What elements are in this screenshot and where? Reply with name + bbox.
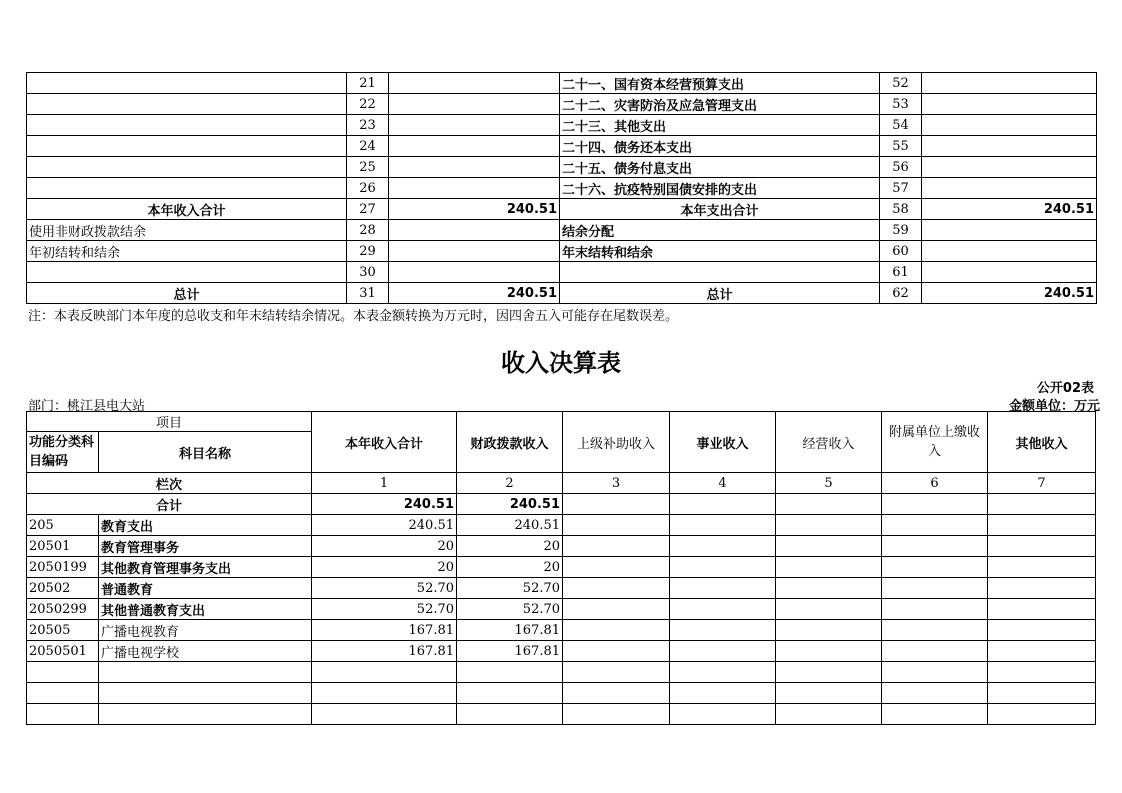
total-income-value: 52.70 [312,578,457,599]
left-line-number: 29 [347,241,389,262]
project-header: 项目 [27,412,312,432]
left-line-number: 25 [347,157,389,178]
total-income-value [312,704,457,725]
subject-code: 20501 [27,536,99,557]
empty-cell [988,683,1096,704]
total-row [27,494,1096,515]
total-label: 合计 [27,494,312,515]
left-label: 使用非财政拨款结余 [27,220,347,241]
unit-label: 金额单位：万元 [1008,399,1100,414]
fiscal-income-value: 240.51 [457,515,563,536]
empty-cell [563,620,670,641]
income-expenditure-table [26,72,1097,304]
table-row [27,683,1096,704]
right-label [560,262,880,283]
superior-header: 上级补助收入 [563,412,670,473]
right-label: 结余分配 [560,220,880,241]
total-income-header: 本年收入合计 [312,412,457,473]
total-income-value: 52.70 [312,599,457,620]
column-row-label: 栏次 [27,473,312,494]
right-label: 二十五、债务付息支出 [560,157,880,178]
right-line-number: 57 [880,178,922,199]
right-line-number: 61 [880,262,922,283]
table-row [27,283,1097,304]
right-amount [922,115,1097,136]
right-amount [922,136,1097,157]
business-header: 事业收入 [670,412,776,473]
subject-code [27,662,99,683]
column-number: 7 [988,473,1096,494]
total-income-value: 20 [312,536,457,557]
column-number: 2 [457,473,563,494]
table-note: 注：本表反映部门本年度的总收支和年末结转结余情况。本表金额转换为万元时，因四舍五入可能存在尾数误差。 [28,309,679,324]
column-number: 4 [670,473,776,494]
empty-cell [670,662,776,683]
empty-cell [776,620,882,641]
empty-cell [988,599,1096,620]
fiscal-header: 财政拨款收入 [457,412,563,473]
table-row [27,157,1097,178]
subject-code: 2050501 [27,641,99,662]
left-amount [389,241,560,262]
income-table [26,411,1096,725]
form-number: 公开02表 [1036,381,1094,396]
total-value: 240.51 [457,494,563,515]
column-number: 3 [563,473,670,494]
subject-name: 教育支出 [99,515,312,536]
empty-cell [776,662,882,683]
fiscal-income-value: 52.70 [457,578,563,599]
right-label: 总计 [560,283,880,304]
empty-cell [563,578,670,599]
subject-code [27,704,99,725]
empty-cell [670,557,776,578]
left-line-number: 23 [347,115,389,136]
fiscal-income-value: 167.81 [457,620,563,641]
empty-cell [776,683,882,704]
right-line-number: 54 [880,115,922,136]
total-value: 240.51 [312,494,457,515]
empty-cell [988,620,1096,641]
empty-cell [988,557,1096,578]
func-code-header: 功能分类科目编码 [27,432,99,473]
total-income-value [312,662,457,683]
left-amount [389,178,560,199]
empty-cell [670,704,776,725]
total-value [670,494,776,515]
empty-cell [670,599,776,620]
left-label [27,115,347,136]
empty-cell [882,683,988,704]
column-number: 1 [312,473,457,494]
left-line-number: 28 [347,220,389,241]
table-row [27,199,1097,220]
empty-cell [882,620,988,641]
fiscal-income-value: 167.81 [457,641,563,662]
right-line-number: 60 [880,241,922,262]
empty-cell [882,557,988,578]
left-line-number: 26 [347,178,389,199]
left-amount: 240.51 [389,199,560,220]
empty-cell [882,662,988,683]
empty-cell [776,536,882,557]
empty-cell [882,599,988,620]
empty-cell [563,515,670,536]
subject-name [99,704,312,725]
header-row-1 [27,412,1096,432]
left-label [27,262,347,283]
department-label: 部门：桃江县电大站 [28,399,146,414]
total-income-value: 167.81 [312,641,457,662]
subject-name-header: 科目名称 [99,432,312,473]
left-label [27,73,347,94]
total-value [988,494,1096,515]
right-amount [922,73,1097,94]
empty-cell [563,662,670,683]
fiscal-income-value [457,704,563,725]
left-line-number: 31 [347,283,389,304]
empty-cell [776,641,882,662]
subject-name [99,683,312,704]
left-label [27,157,347,178]
right-line-number: 53 [880,94,922,115]
empty-cell [776,704,882,725]
empty-cell [988,515,1096,536]
table-row [27,515,1096,536]
left-amount [389,136,560,157]
empty-cell [670,515,776,536]
right-amount [922,262,1097,283]
table-row [27,94,1097,115]
left-amount [389,262,560,283]
right-line-number: 56 [880,157,922,178]
right-amount: 240.51 [922,283,1097,304]
total-value [882,494,988,515]
table-row [27,220,1097,241]
total-income-value [312,683,457,704]
right-label: 二十三、其他支出 [560,115,880,136]
empty-cell [988,536,1096,557]
subject-code: 20502 [27,578,99,599]
subject-name: 其他普通教育支出 [99,599,312,620]
subject-code: 20505 [27,620,99,641]
column-number: 6 [882,473,988,494]
left-amount [389,157,560,178]
left-line-number: 27 [347,199,389,220]
left-label [27,94,347,115]
right-amount [922,241,1097,262]
empty-cell [988,662,1096,683]
subject-code: 2050299 [27,599,99,620]
column-number-row [27,473,1096,494]
table-row [27,599,1096,620]
table-row [27,136,1097,157]
right-label: 本年支出合计 [560,199,880,220]
left-amount [389,73,560,94]
operating-header: 经营收入 [776,412,882,473]
table-row [27,178,1097,199]
table-row [27,620,1096,641]
table-row [27,115,1097,136]
table-row [27,578,1096,599]
subject-name: 教育管理事务 [99,536,312,557]
empty-cell [670,641,776,662]
empty-cell [988,578,1096,599]
total-income-value: 167.81 [312,620,457,641]
empty-cell [563,599,670,620]
table-row [27,557,1096,578]
right-amount [922,220,1097,241]
empty-cell [776,515,882,536]
empty-cell [882,641,988,662]
left-amount [389,115,560,136]
subject-name: 其他教育管理事务支出 [99,557,312,578]
empty-cell [776,578,882,599]
table-row [27,536,1096,557]
right-label: 年末结转和结余 [560,241,880,262]
column-number: 5 [776,473,882,494]
empty-cell [563,536,670,557]
empty-cell [563,704,670,725]
right-line-number: 59 [880,220,922,241]
total-income-value: 240.51 [312,515,457,536]
right-amount: 240.51 [922,199,1097,220]
empty-cell [776,599,882,620]
subject-code: 2050199 [27,557,99,578]
left-line-number: 21 [347,73,389,94]
empty-cell [563,557,670,578]
fiscal-income-value [457,683,563,704]
table-row [27,662,1096,683]
left-label: 总计 [27,283,347,304]
right-label: 二十一、国有资本经营预算支出 [560,73,880,94]
empty-cell [882,704,988,725]
empty-cell [988,641,1096,662]
empty-cell [882,578,988,599]
left-label [27,136,347,157]
right-amount [922,157,1097,178]
subject-name [99,662,312,683]
left-amount: 240.51 [389,283,560,304]
total-value [563,494,670,515]
table-row [27,641,1096,662]
right-line-number: 62 [880,283,922,304]
total-value [776,494,882,515]
right-label: 二十四、债务还本支出 [560,136,880,157]
empty-cell [670,536,776,557]
left-amount [389,94,560,115]
table-row [27,73,1097,94]
empty-cell [563,641,670,662]
subject-name: 普通教育 [99,578,312,599]
subject-code [27,683,99,704]
empty-cell [882,536,988,557]
right-amount [922,178,1097,199]
right-line-number: 58 [880,199,922,220]
table-row [27,704,1096,725]
left-label [27,178,347,199]
subject-code: 205 [27,515,99,536]
fiscal-income-value: 52.70 [457,599,563,620]
fiscal-income-value: 20 [457,536,563,557]
left-amount [389,220,560,241]
right-line-number: 55 [880,136,922,157]
table-row [27,241,1097,262]
empty-cell [882,515,988,536]
empty-cell [670,683,776,704]
empty-cell [988,704,1096,725]
empty-cell [563,683,670,704]
left-line-number: 30 [347,262,389,283]
empty-cell [670,620,776,641]
right-label: 二十六、抗疫特别国债安排的支出 [560,178,880,199]
right-amount [922,94,1097,115]
page-title: 收入决算表 [501,349,621,377]
subject-name: 广播电视学校 [99,641,312,662]
left-line-number: 22 [347,94,389,115]
right-label: 二十二、灾害防治及应急管理支出 [560,94,880,115]
left-line-number: 24 [347,136,389,157]
fiscal-income-value: 20 [457,557,563,578]
left-label: 本年收入合计 [27,199,347,220]
subject-name: 广播电视教育 [99,620,312,641]
fiscal-income-value [457,662,563,683]
empty-cell [776,557,882,578]
total-income-value: 20 [312,557,457,578]
table-row [27,262,1097,283]
empty-cell [670,578,776,599]
right-line-number: 52 [880,73,922,94]
other-header: 其他收入 [988,412,1096,473]
left-label: 年初结转和结余 [27,241,347,262]
affiliated-header: 附属单位上缴收入 [882,412,988,473]
